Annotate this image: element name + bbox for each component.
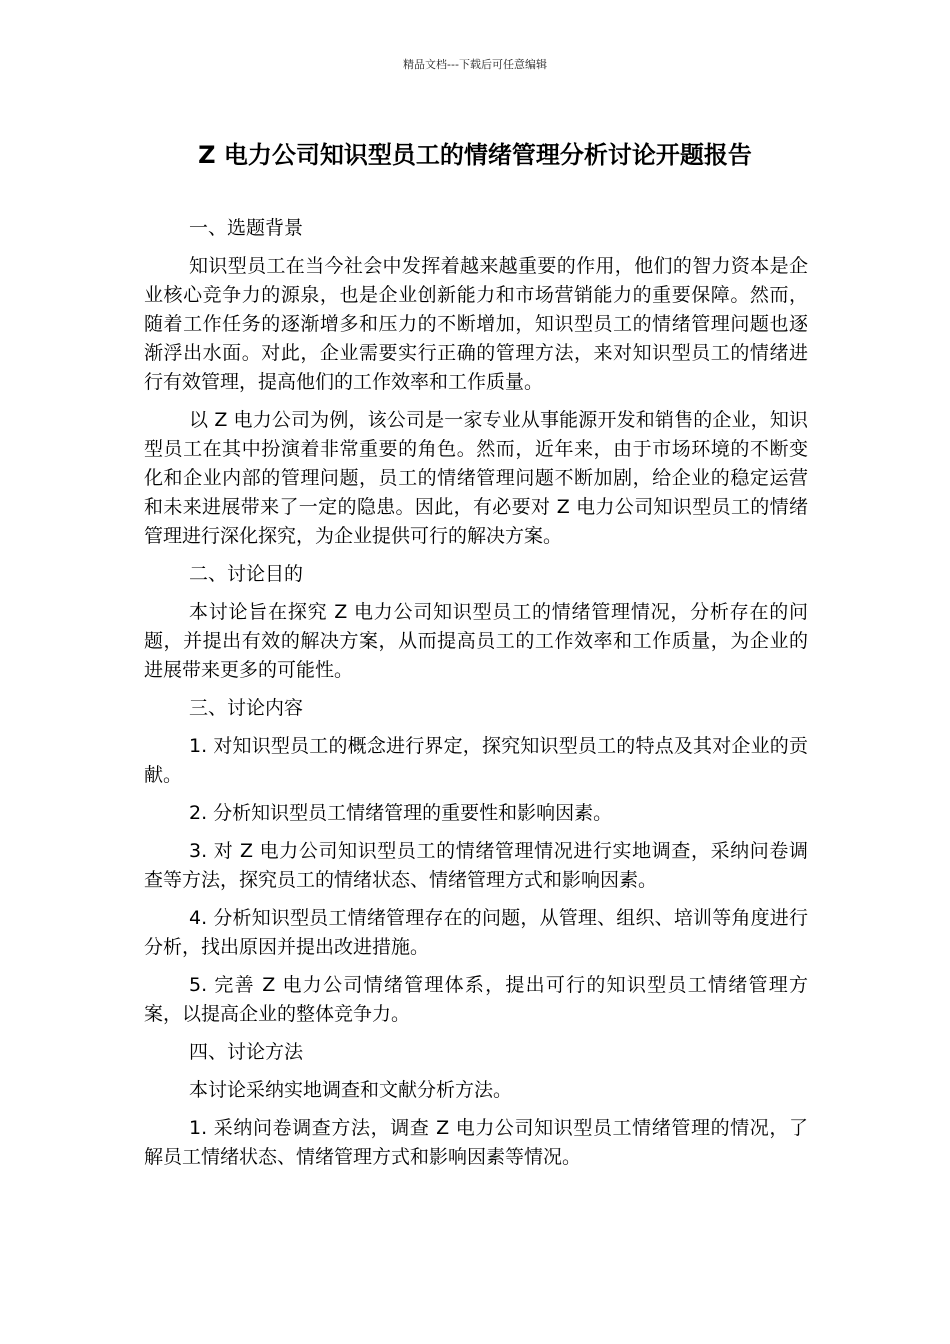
list-item: 5. 完善 Z 电力公司情绪管理体系，提出可行的知识型员工情绪管理方案，以提高企业的整体竞争力。 [144,974,808,1025]
section-heading-method: 四、讨论方法 [189,1041,304,1063]
document-title: Z 电力公司知识型员工的情绪管理分析讨论开题报告 [198,141,752,169]
list-item: 2. 分析知识型员工情绪管理的重要性和影响因素。 [189,802,613,824]
list-item: 4. 分析知识型员工情绪管理存在的问题，从管理、组织、培训等角度进行分析，找出原因并提出改进措施。 [144,907,808,958]
section-heading-purpose: 二、讨论目的 [189,563,304,585]
paragraph: 本讨论旨在探究 Z 电力公司知识型员工的情绪管理情况，分析存在的问题，并提出有效的解决方案，从而提高员工的工作效率和工作质量，为企业的进展带来更多的可能性。 [144,601,808,681]
paragraph: 知识型员工在当今社会中发挥着越来越重要的作用，他们的智力资本是企业核心竞争力的源泉，也是企业创新能力和市场营销能力的重要保障。然而，随着工作任务的逐渐增多和压力的不断增加，知识型员工的情绪管理问题也逐渐浮出水面。对此，企业需要实行正确的管理方法，来对知识型员工的情绪进行有效管理，提高他们的工作效率和工作质量。 [144,255,808,393]
list-item: 1. 对知识型员工的概念进行界定，探究知识型员工的特点及其对企业的贡献。 [144,735,808,786]
paragraph: 以 Z 电力公司为例，该公司是一家专业从事能源开发和销售的企业，知识型员工在其中扮演着非常重要的角色。然而，近年来，由于市场环境的不断变化和企业内部的管理问题，员工的情绪管理问题不断加剧，给企业的稳定运营和未来进展带来了一定的隐患。因此，有必要对 Z 电力公司知识型员工的情绪管理进行深化探究，为企业提供可行的解决方案。 [144,409,808,547]
list-item: 3. 对 Z 电力公司知识型员工的情绪管理情况进行实地调查，采纳问卷调查等方法，探究员工的情绪状态、情绪管理方式和影响因素。 [144,840,808,891]
document-body [144,214,808,1181]
list-item: 1. 采纳问卷调查方法，调查 Z 电力公司知识型员工情绪管理的情况，了解员工情绪状态、情绪管理方式和影响因素等情况。 [144,1117,808,1168]
header-note: 精品文档---下载后可任意编辑 [403,58,547,71]
paragraph: 本讨论采纳实地调查和文献分析方法。 [189,1079,513,1101]
section-heading-background: 一、选题背景 [189,217,304,239]
section-heading-content: 三、讨论内容 [189,697,304,719]
